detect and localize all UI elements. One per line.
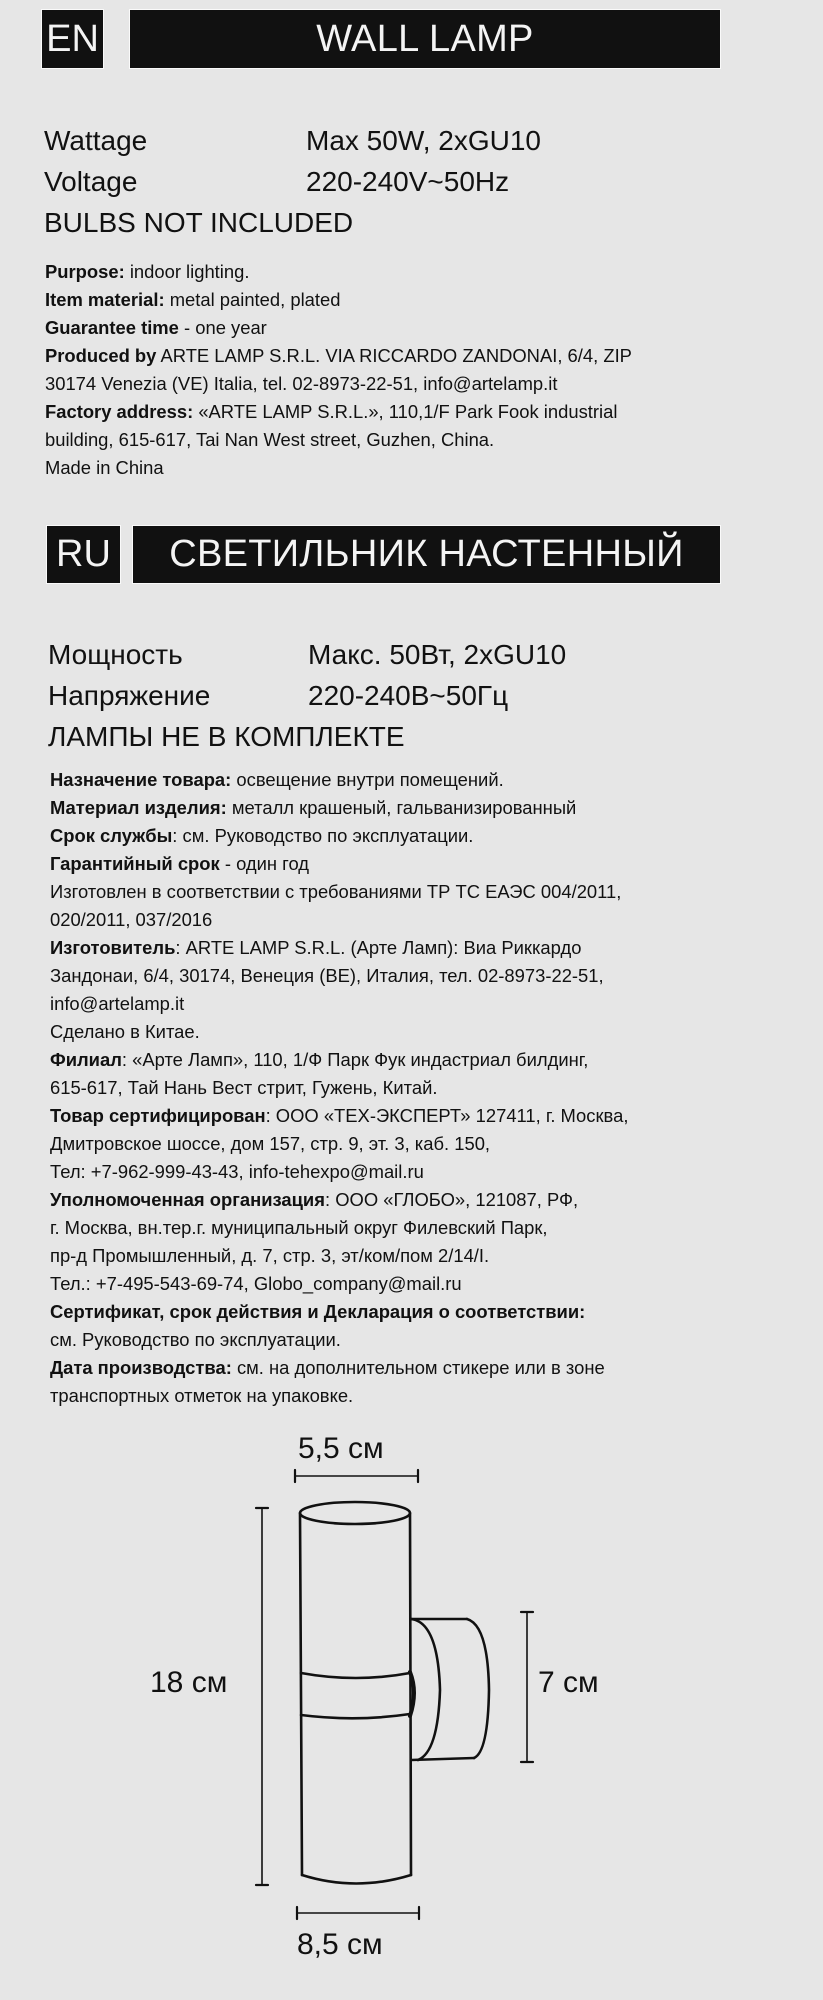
info-line: 30174 Venezia (VE) Italia, tel. 02-8973-22-51, info@artelamp.it — [45, 373, 558, 394]
lamp-cylinder — [300, 1502, 411, 1884]
spec-label: Wattage — [44, 125, 148, 156]
en-language-code: EN — [46, 17, 99, 60]
info-line: пр-д Промышленный, д. 7, стр. 3, эт/ком/пом 2/14/I. — [50, 1245, 490, 1266]
info-line: Made in China — [45, 457, 164, 478]
info-line: Назначение товара: освещение внутри помещений. — [50, 769, 504, 790]
info-line: Зандонаи, 6/4, 30174, Венеция (ВЕ), Италия, тел. 02-8973-22-51, — [50, 965, 604, 986]
ru-title: СВЕТИЛЬНИК НАСТЕННЫЙ — [169, 533, 684, 575]
info-line: Тел: +7-962-999-43-43, info-tehexpo@mail.ru — [50, 1161, 424, 1182]
spec-label: Voltage — [44, 166, 138, 197]
info-line: Produced by ARTE LAMP S.R.L. VIA RICCARDO ZANDONAI, 6/4, ZIP — [45, 345, 632, 366]
info-line: Изготовитель: ARTE LAMP S.R.L. (Арте Ламп): Виа Риккардо — [50, 937, 582, 958]
bracket-height-label: 7 см — [538, 1666, 599, 1699]
info-line: Сделано в Китае. — [50, 1021, 200, 1042]
top-width-dimension-line — [295, 1470, 418, 1482]
info-line: Изготовлен в соответствии с требованиями ТР ТС ЕАЭС 004/2011, — [50, 881, 622, 902]
info-line: Дата производства: см. на дополнительном стикере или в зоне — [50, 1357, 605, 1378]
info-line: Guarantee time - one year — [45, 317, 267, 338]
info-line: 020/2011, 037/2016 — [50, 909, 213, 930]
info-line: building, 615-617, Tai Nan West street, Guzhen, China. — [45, 429, 495, 450]
spec-label: Мощность — [48, 639, 183, 670]
height-label: 18 см — [150, 1666, 228, 1699]
info-line: Purpose: indoor lighting. — [45, 261, 250, 282]
top-width-label: 5,5 см — [298, 1432, 384, 1465]
ru-language-code: RU — [56, 533, 111, 575]
info-line: Срок службы: см. Руководство по эксплуатации. — [50, 825, 474, 846]
info-line: Филиал: «Арте Ламп», 110, 1/Ф Парк Фук индастриал билдинг, — [50, 1049, 589, 1070]
en-title: WALL LAMP — [316, 17, 534, 60]
info-line: Factory address: «ARTE LAMP S.R.L.», 110,1/F Park Fook industrial — [45, 401, 618, 422]
ru-bulbs-note: ЛАМПЫ НЕ В КОМПЛЕКТЕ — [48, 721, 405, 752]
info-line: Гарантийный срок - один год — [50, 853, 310, 874]
bottom-width-dimension-line — [297, 1907, 419, 1919]
info-line: см. Руководство по эксплуатации. — [50, 1329, 341, 1350]
info-line: Сертификат, срок действия и Декларация о соответствии: — [50, 1301, 586, 1322]
info-line: Материал изделия: металл крашеный, гальванизированный — [50, 797, 577, 818]
info-line: транспортных отметок на упаковке. — [50, 1385, 354, 1406]
info-line: Уполномоченная организация: ООО «ГЛОБО», 121087, РФ, — [50, 1189, 579, 1210]
spec-value: 220-240V~50Hz — [306, 166, 510, 197]
info-line: Item material: metal painted, plated — [45, 289, 341, 310]
info-line: 615-617, Тай Нань Вест стрит, Гужень, Китай. — [50, 1077, 438, 1098]
spec-value: Max 50W, 2xGU10 — [306, 125, 541, 156]
lamp-wall-bracket — [411, 1619, 489, 1760]
en-bulbs-note: BULBS NOT INCLUDED — [44, 207, 354, 238]
height-dimension-line — [256, 1508, 268, 1885]
info-line: Товар сертифицирован: ООО «ТЕХ-ЭКСПЕРТ» 127411, г. Москва, — [50, 1105, 629, 1126]
spec-label: Напряжение — [48, 680, 211, 711]
bracket-height-dimension-line — [521, 1612, 533, 1762]
bottom-width-label: 8,5 см — [297, 1928, 383, 1961]
info-line: г. Москва, вн.тер.г. муниципальный округ Филевский Парк, — [50, 1217, 548, 1238]
spec-value: Макс. 50Вт, 2xGU10 — [308, 639, 567, 670]
info-line: info@artelamp.it — [50, 993, 185, 1014]
info-line: Дмитровское шоссе, дом 157, стр. 9, эт. 3, каб. 150, — [50, 1133, 491, 1154]
spec-value: 220-240В~50Гц — [308, 680, 509, 711]
info-line: Тел.: +7-495-543-69-74, Globo_company@mail.ru — [50, 1273, 462, 1294]
